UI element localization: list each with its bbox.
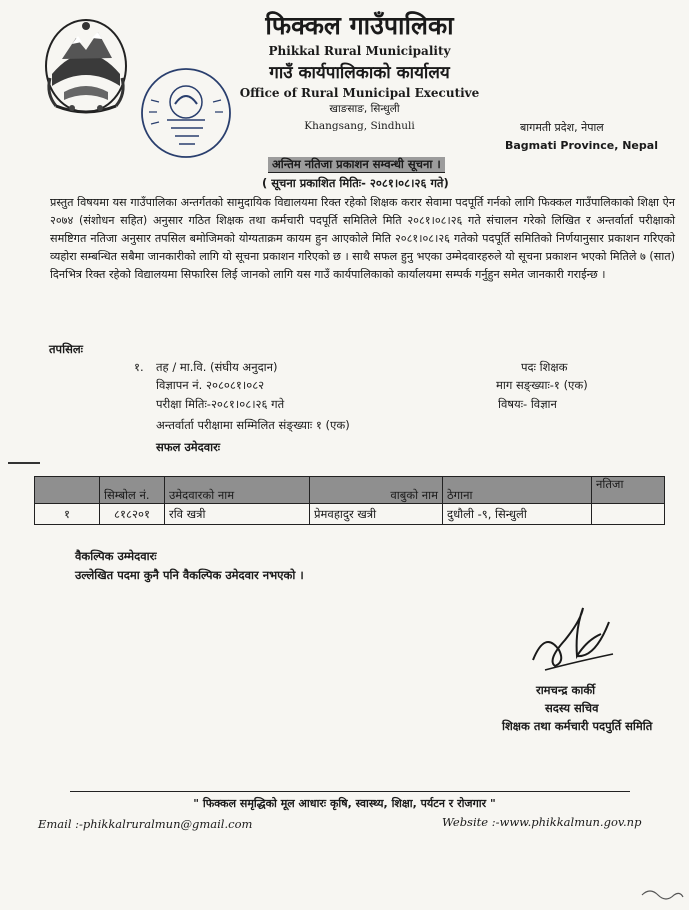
- result-table: [34, 476, 665, 525]
- signatory-role: सदस्य सचिव: [545, 701, 599, 715]
- ad-number: विज्ञापन नं. २०८०८१।०८२: [156, 378, 265, 392]
- footer-motto: " फिक्कल समृद्धिको मूल आधारः कृषि, स्वास्थ्य, शिक्षा, पर्यटन र रोजगार ": [193, 797, 496, 810]
- place-english: Khangsang, Sindhuli: [304, 120, 415, 132]
- subject-text: विषयः- विज्ञान: [498, 397, 557, 411]
- notice-title: अन्तिम नतिजा प्रकाशन सम्वन्धी सूचना ।: [268, 157, 445, 173]
- footer-divider: [70, 791, 630, 792]
- header-candidate: उमेदवारको नाम: [165, 477, 310, 504]
- cell-candidate: रवि खत्री: [165, 504, 310, 525]
- table-header-row: [35, 477, 665, 504]
- place-nepali: खाङसाङ, सिन्धुली: [329, 103, 400, 115]
- notice-date: ( सूचना प्रकाशित मितिः- २०८१।०८।२६ गते): [262, 176, 449, 190]
- notice-body: प्रस्तुत विषयमा यस गाउँपालिका अन्तर्गतको सामुदायिक विद्यालयमा रिक्त रहेको शिक्षक करार सेवामा पदपूर्ति गर्नको लागि फिक्कल गाउँपालिकाको शिक्षा ऐन २०७४ (संशोधन सहित) अनुसार गठित शिक्षक तथा कर्मचारी पदपूर्ति समितिले मिति २०८१।०८।२६ गते संचालन गरेको लिखित र अन्तर्वार्ता परीक्षाको समष्टिगत नतिजा अनुसार तपसिल बमोजिमको योग्यताक्रम कायम हुन आएकोले मिति २०८१।०८।२६ गतेको पदपूर्ति समितिको निर्णयानुसार प्रकाशन गरिएको व्यहोरा सम्बन्धित सबैमा जानकारीको लागि यो सूचना प्रकाशन गरिएको छ । साथै सफल हुनु भएका उम्मेदवारहरुले यो सूचना प्रकाशन भएको मितिले ७ (सात) दिनभित्र रिक्त रहेको विद्यालयमा सिफारिस लिई जानको लागि यस गाउँ कार्यपालिकाको कार्यालयमा सम्पर्क गर्नुहुन समेत जानकारी गराईन्छ ।: [50, 196, 675, 281]
- signatory-committee: शिक्षक तथा कर्मचारी पदपुर्ति समिति: [502, 719, 653, 733]
- level-text: तह / मा.वि. (संघीय अनुदान): [156, 360, 278, 374]
- footer-email: Email :-phikkalruralmun@gmail.com: [38, 817, 253, 831]
- tapsil-label: तपसिलः: [49, 342, 83, 356]
- office-english: Office of Rural Municipal Executive: [239, 86, 480, 100]
- cell-serial: १: [35, 504, 100, 525]
- demand-count: माग सङ्ख्याः-१ (एक): [496, 378, 588, 392]
- footer-website: Website :-www.phikkalmun.gov.np: [442, 815, 642, 829]
- province-nepali: बागमती प्रदेश, नेपाल: [520, 121, 604, 134]
- header-address: ठेगाना: [443, 477, 592, 504]
- alternate-text: उल्लेखित पदमा कुनै पनि वैकल्पिक उमेदवार नभएको ।: [75, 568, 304, 582]
- cell-address: दुधौली -९, सिन्धुली: [443, 504, 592, 525]
- header-result: नतिजा: [592, 477, 665, 504]
- province-english: Bagmati Province, Nepal: [505, 139, 658, 152]
- header-symbol: सिम्बोल नं.: [100, 477, 165, 504]
- office-nepali: गाउँ कार्यपालिकाको कार्यालय: [269, 63, 450, 83]
- interview-count: अन्तर्वार्ता परीक्षामा सम्मिलित संङ्ख्याः १ (एक): [156, 418, 350, 432]
- alternate-label: वैकल्पिक उम्मेदवारः: [75, 549, 157, 563]
- signature-icon: [525, 600, 620, 680]
- margin-mark: [8, 462, 40, 464]
- corner-scribble-icon: [640, 885, 685, 903]
- title-nepali: फिक्कल गाउँपालिका: [265, 11, 454, 40]
- cell-result: [592, 504, 665, 525]
- item-number: १.: [134, 360, 144, 374]
- post-text: पदः शिक्षक: [521, 360, 568, 374]
- table-row: [35, 504, 665, 525]
- success-label: सफल उमेदवारः: [156, 440, 221, 454]
- signatory-name: रामचन्द्र कार्की: [536, 683, 596, 697]
- cell-symbol: ८१८२०१: [100, 504, 165, 525]
- header-serial: [35, 477, 100, 504]
- cell-father: प्रेमवहादुर खत्री: [310, 504, 443, 525]
- header-father: वाबुको नाम: [310, 477, 443, 504]
- title-english: Phikkal Rural Municipality: [268, 44, 451, 58]
- exam-date: परीक्षा मितिः-२०८१।०८।२६ गते: [156, 397, 285, 411]
